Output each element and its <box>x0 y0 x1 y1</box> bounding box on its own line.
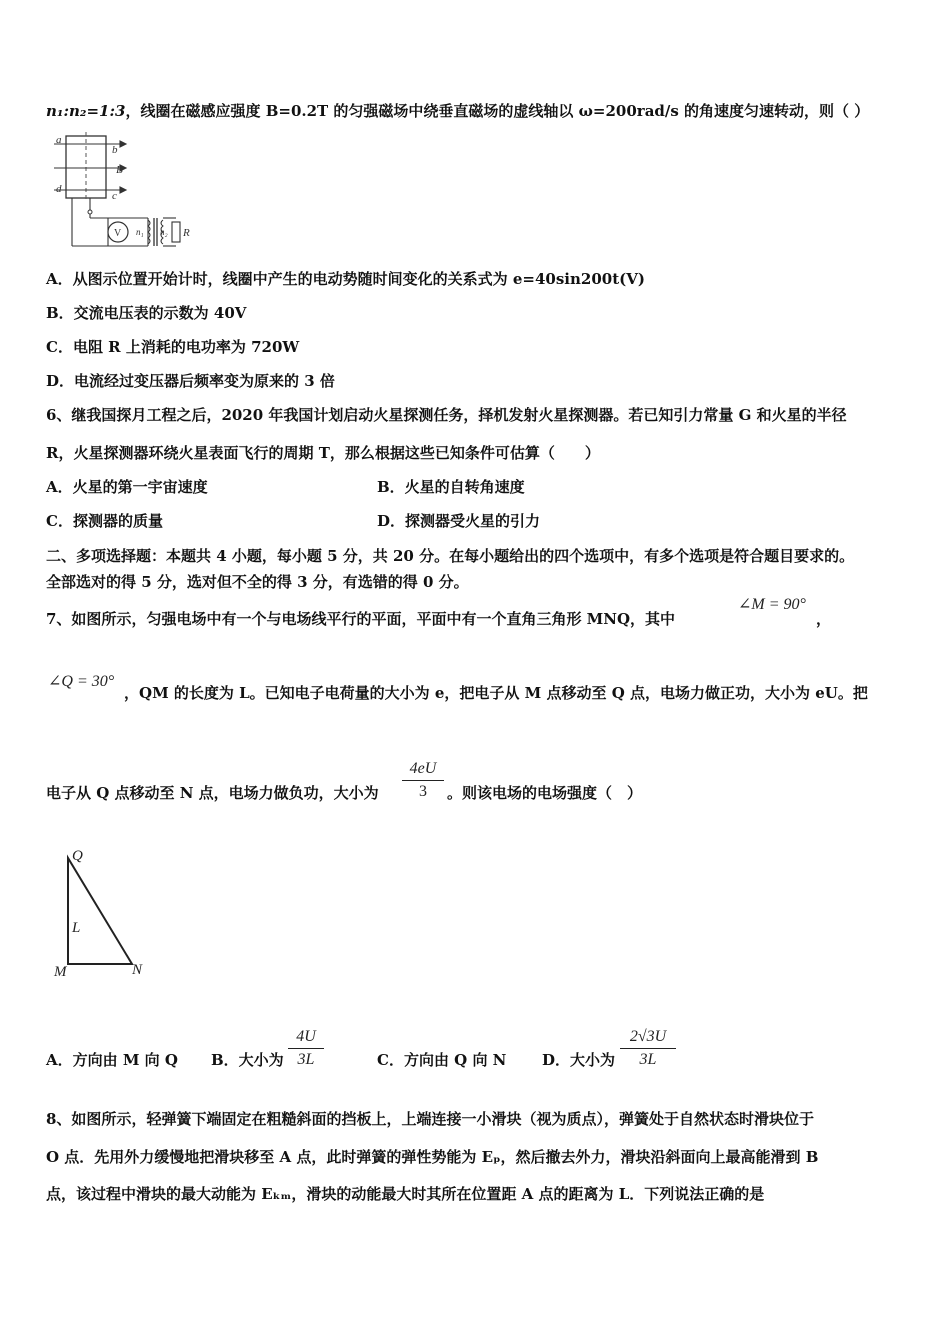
q6-option-a: A．火星的第一宇宙速度 <box>46 478 208 496</box>
q5-turns-ratio: n₁:n₂=1:3 <box>46 102 126 120</box>
q5-generator-transformer-figure <box>50 132 200 254</box>
fig5-label-r: R <box>183 227 190 239</box>
q6-option-b: B．火星的自转角速度 <box>377 478 525 496</box>
q5-option-b: B．交流电压表的示数为 40V <box>46 304 247 322</box>
q8-stem-line1: 8、如图所示，轻弹簧下端固定在粗糙斜面的挡板上，上端连接一小滑块（视为质点），弹簧处于自然状态时滑块位于 <box>46 1110 814 1128</box>
fig5-label-voltmeter: V <box>114 228 122 239</box>
q7-option-d-denominator: 3L <box>639 1051 657 1068</box>
q7-option-d: D．大小为 <box>542 1051 616 1069</box>
fig7-label-q: Q <box>72 848 83 864</box>
q7-angle-m: ∠M = 90° <box>738 596 806 613</box>
q7-option-d-numerator: 2√3U <box>629 1028 667 1045</box>
q5-stem-text: ，线圈在磁感应强度 B=0.2T 的匀强磁场中绕垂直磁场的虚线轴以 ω=200rad/s 的角速度匀速转动，则（ ） <box>125 102 870 120</box>
q8-stem-line2: O 点．先用外力缓慢地把滑块移至 A 点，此时弹簧的弹性势能为 Eₚ，然后撤去外力，滑块沿斜面向上最高能滑到 B <box>46 1148 819 1166</box>
q6-option-d: D．探测器受火星的引力 <box>377 512 541 530</box>
q7-option-d-fraction <box>620 1028 676 1069</box>
q6-option-c: C．探测器的质量 <box>46 512 163 530</box>
q6-stem-line2: R，火星探测器环绕火星表面飞行的周期 T，那么根据这些已知条件可估算（ ） <box>46 444 600 462</box>
q7-triangle-figure <box>50 844 160 984</box>
q7-option-b-fraction <box>288 1028 324 1069</box>
q5-option-a: A．从图示位置开始计时，线圈中产生的电动势随时间变化的关系式为 e=40sin200t(V) <box>46 270 645 288</box>
q5-option-c: C．电阻 R 上消耗的电功率为 720W <box>46 338 300 356</box>
q8-stem-line3: 点，该过程中滑块的最大动能为 Eₖₘ，滑块的动能最大时其所在位置距 A 点的距离为 L．下列说法正确的是 <box>46 1185 765 1203</box>
fig5-label-n1: n₁ <box>136 227 144 237</box>
q7-work-denominator: 3 <box>419 783 427 800</box>
q7-option-b-numerator: 4U <box>296 1028 316 1045</box>
q7-option-c: C．方向由 Q 向 N <box>377 1051 507 1069</box>
fig5-label-a: a <box>56 134 62 146</box>
q7-work-numerator: 4eU <box>409 760 437 777</box>
section2-instructions-line1: 二、多项选择题：本题共 4 小题，每小题 5 分，共 20 分。在每小题给出的四个选项中，有多个选项是符合题目要求的。 <box>46 547 855 565</box>
q7-option-a: A．方向由 M 向 Q <box>46 1051 178 1069</box>
fig7-label-n: N <box>132 962 143 978</box>
section2-instructions-line2: 全部选对的得 5 分，选对但不全的得 3 分，有选错的得 0 分。 <box>46 573 469 591</box>
q7-stem-line3b: 。则该电场的电场强度（ ） <box>447 784 643 802</box>
q7-stem-line2: ，QM 的长度为 L。已知电子电荷量的大小为 e，把电子从 M 点移动至 Q 点，电场力做正功，大小为 eU。把 <box>124 684 868 702</box>
q7-comma: ， <box>816 610 832 628</box>
q6-stem-line1: 6、继我国探月工程之后，2020 年我国计划启动火星探测任务，择机发射火星探测器。若已知引力常量 G 和火星的半径 <box>46 406 847 424</box>
fig7-label-l: L <box>72 920 81 936</box>
fig5-label-d: d <box>56 183 62 195</box>
q7-stem-line1: 7、如图所示，匀强电场中有一个与电场线平行的平面，平面中有一个直角三角形 MNQ，其中 <box>46 610 676 628</box>
fig5-label-field: B <box>116 164 123 176</box>
q7-stem-line3a: 电子从 Q 点移动至 N 点，电场力做负功，大小为 <box>46 784 379 802</box>
q5-option-d: D．电流经过变压器后频率变为原来的 3 倍 <box>46 372 335 390</box>
fig5-label-n2: n₂ <box>160 227 168 237</box>
q7-work-fraction <box>402 760 444 801</box>
fig5-label-c: c <box>112 190 117 202</box>
q7-option-b-denominator: 3L <box>297 1051 315 1068</box>
fig7-label-m: M <box>54 964 67 980</box>
q5-stem <box>46 101 869 121</box>
q7-option-b: B．大小为 <box>211 1051 284 1069</box>
fig5-label-b: b <box>112 144 118 156</box>
q7-angle-q: ∠Q = 30° <box>48 673 115 690</box>
